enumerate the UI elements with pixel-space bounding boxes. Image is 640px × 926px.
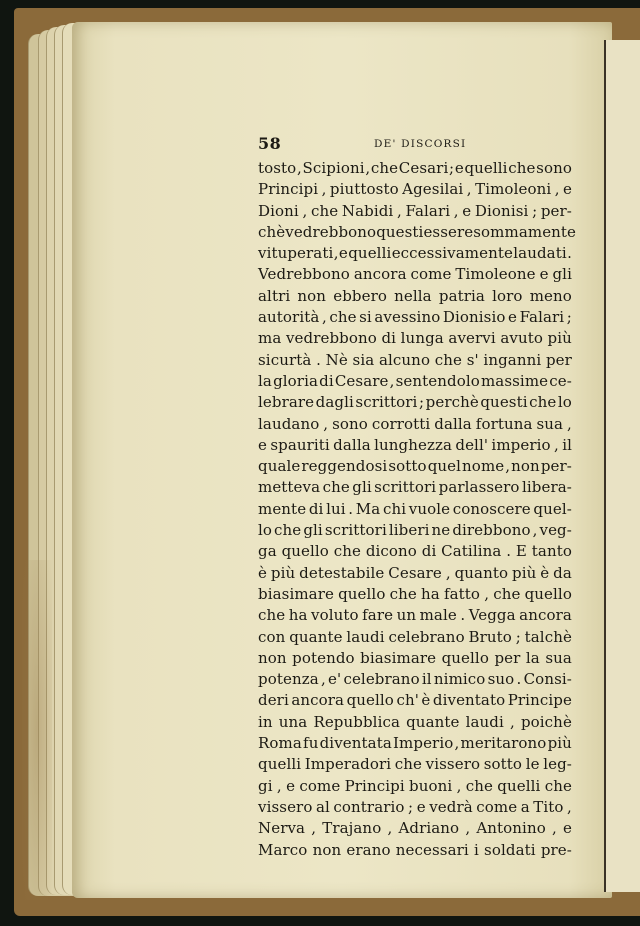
text-line: Nerva , Trajano , Adriano , Antonino , e bbox=[258, 819, 572, 838]
text-line: con quante laudi celebrano Bruto ; talchè bbox=[258, 627, 572, 646]
text-line: potenza , e' celebrano il nimico suo . Consi- bbox=[258, 670, 572, 689]
text-line: Principi , piuttosto Agesilai , Timoleoni , e bbox=[258, 180, 572, 199]
text-line: Roma fu diventata Imperio , meritarono più bbox=[258, 734, 572, 753]
text-line: chè vedrebbono questi essere sommamente bbox=[258, 222, 577, 241]
text-line: Marco non erano necessari i soldati pre- bbox=[258, 840, 572, 859]
text-line: ga quello che dicono di Catilina . E tanto bbox=[258, 542, 572, 561]
facing-page-edge bbox=[604, 40, 640, 892]
text-line: autorità , che si avessino Dionisio e Falari ; bbox=[258, 308, 572, 327]
text-line: biasimare quello che ha fatto , che quello bbox=[258, 584, 572, 603]
running-head-title: DE' DISCORSI bbox=[374, 138, 467, 150]
page-number: 58 bbox=[258, 134, 282, 153]
text-line: tosto , Scipioni , che Cesari ; e quelli che sono bbox=[258, 159, 572, 177]
text-line: Vedrebbono ancora come Timoleone e gli bbox=[258, 265, 572, 284]
text-line: lebrare dagli scrittori ; perchè questi che lo bbox=[258, 393, 572, 412]
text-line: laudano , sono corrotti dalla fortuna sua , bbox=[258, 414, 572, 433]
paper-stain bbox=[22, 560, 52, 900]
text-line: la gloria di Cesare , sentendolo massime ce- bbox=[258, 371, 572, 390]
text-line: lo che gli scrittori liberi ne direbbono , veg- bbox=[258, 521, 572, 540]
text-line: quale reggendosi sotto quel nome , non per- bbox=[258, 457, 572, 476]
text-line: è più detestabile Cesare , quanto più è da bbox=[258, 563, 572, 582]
text-line: in una Repubblica quante laudi , poichè bbox=[258, 712, 572, 731]
text-line: quelli Imperadori che vissero sotto le leg- bbox=[258, 755, 572, 774]
text-line: mente di lui . Ma chi vuole conoscere quel- bbox=[258, 499, 572, 518]
text-line: Dioni , che Nabidi , Falari , e Dionisi ; per- bbox=[258, 201, 572, 220]
text-line: deri ancora quello ch' è diventato Principe bbox=[258, 691, 572, 710]
text-line: e spauriti dalla lunghezza dell' imperio , il bbox=[258, 435, 572, 454]
text-line: che ha voluto fare un male . Vegga ancora bbox=[258, 606, 572, 625]
text-line: gi , e come Principi buoni , che quelli che bbox=[258, 776, 572, 795]
text-line: non potendo biasimare quello per la sua bbox=[258, 648, 572, 667]
text-line: ma vedrebbono di lunga avervi avuto più bbox=[258, 329, 572, 348]
text-line: sicurtà . Nè sia alcuno che s' inganni per bbox=[258, 350, 572, 369]
text-line: metteva che gli scrittori parlassero libera- bbox=[258, 478, 572, 497]
running-head bbox=[258, 134, 572, 158]
text-line: vituperati , e quelli eccessivamente laudati . bbox=[258, 244, 572, 263]
text-block bbox=[258, 134, 577, 861]
body-text bbox=[258, 158, 577, 861]
text-line: altri non ebbero nella patria loro meno bbox=[258, 286, 572, 305]
text-line: vissero al contrario ; e vedrà come a Tito , bbox=[258, 797, 572, 816]
